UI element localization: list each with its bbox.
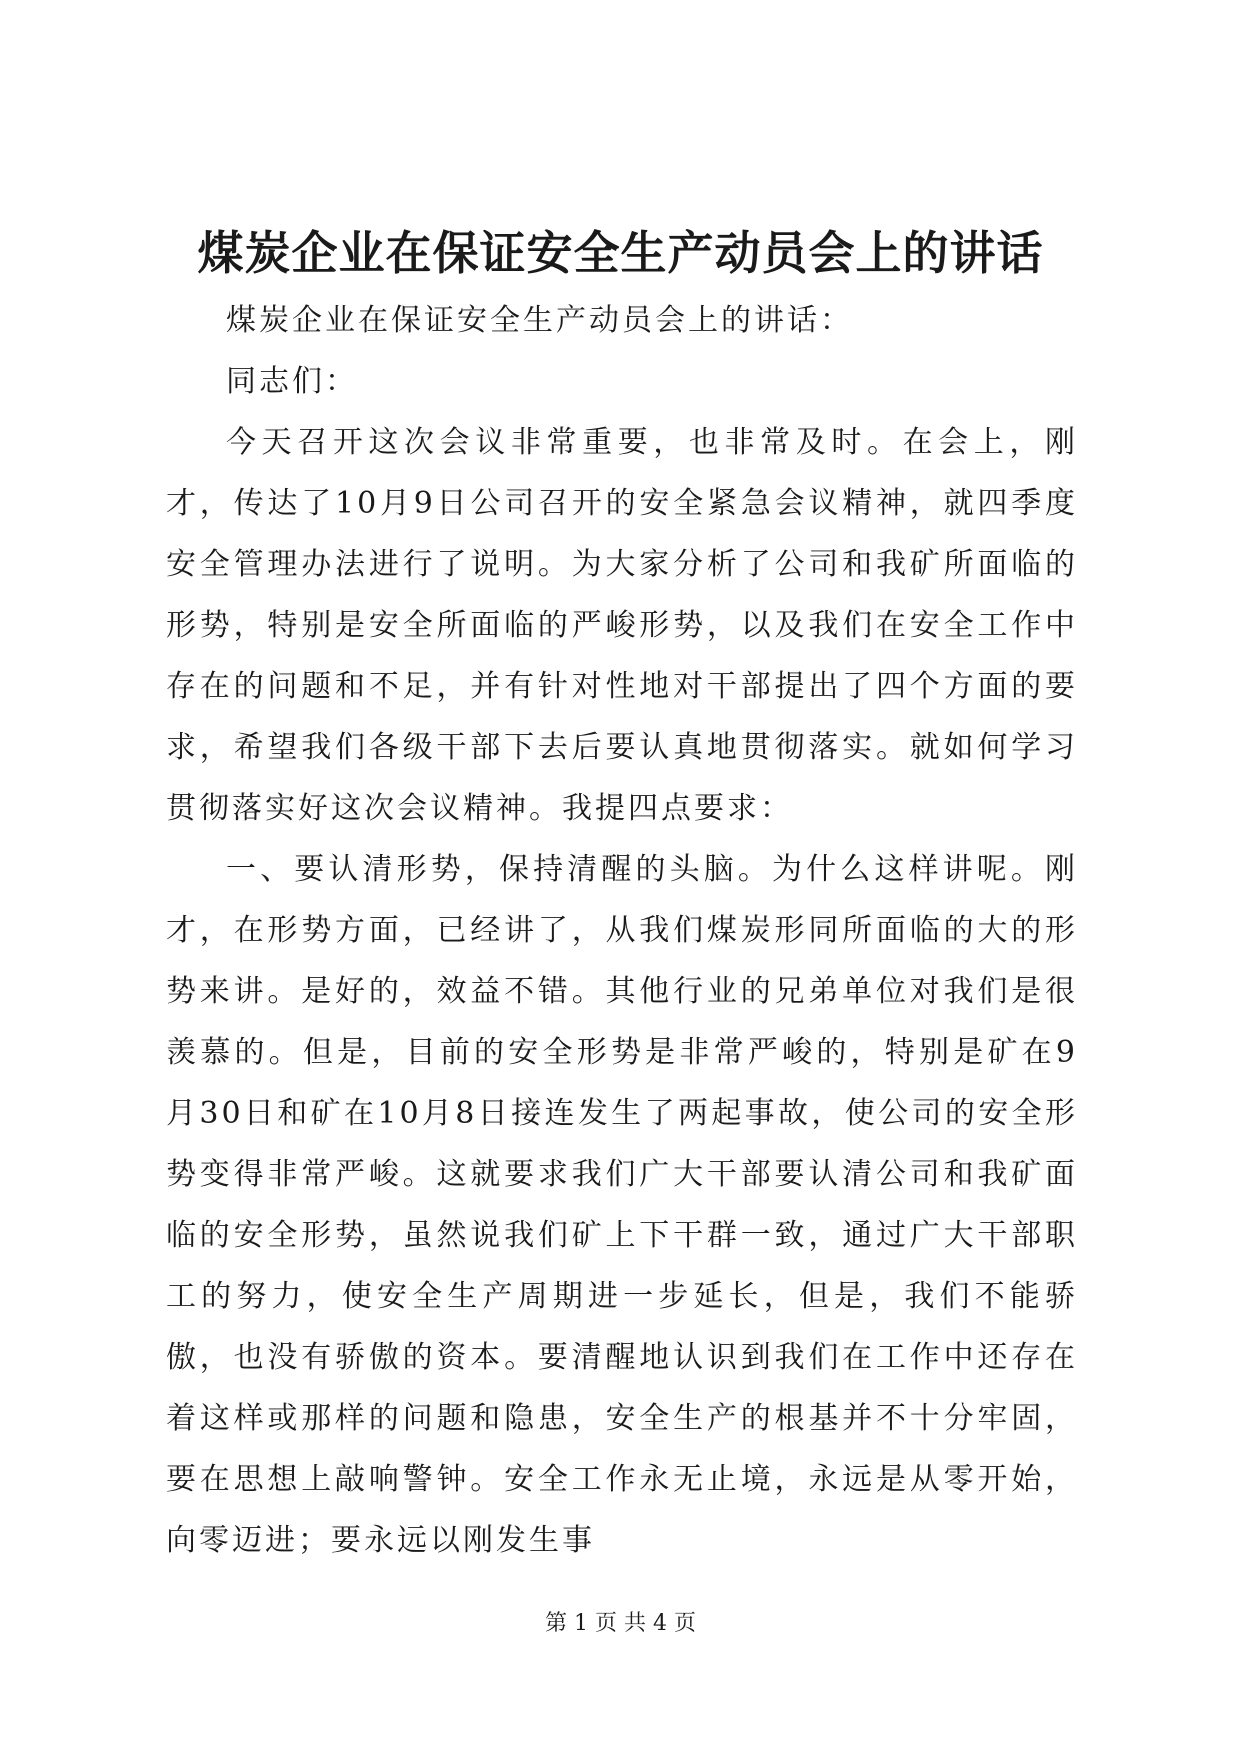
document-body xyxy=(166,290,1078,1571)
page-footer: 第 1 页 共 4 页 xyxy=(545,1611,696,1636)
paragraph-salutation: 同志们： xyxy=(226,364,358,399)
paragraph-intro: 今天召开这次会议非常重要，也非常及时。在会上，刚才，传达了10月9日公司召开的安全紧急会议精神，就四季度安全管理办法进行了说明。为大家分析了公司和我矿所面临的形势，特别是安全所面临的严峻形势，以及我们在安全工作中存在的问题和不足，并有针对性地对干部提出了四个方面的要求，希望我们各级干部下去后要认真地贯彻落实。就如何学习贯彻落实好这次会议精神。我提四点要求： xyxy=(166,425,1078,826)
document-title: 煤炭企业在保证安全生产动员会上的讲话 xyxy=(197,226,1044,280)
paragraph-point-one: 一、要认清形势，保持清醒的头脑。为什么这样讲呢。刚才，在形势方面，已经讲了，从我们煤炭形同所面临的大的形势来讲。是好的，效益不错。其他行业的兄弟单位对我们是很羡慕的。但是，目前的安全形势是非常严峻的，特别是矿在9月30日和矿在10月8日接连发生了两起事故，使公司的安全形势变得非常严峻。这就要求我们广大干部要认清公司和我矿面临的安全形势，虽然说我们矿上下干群一致，通过广大干部职工的努力，使安全生产周期进一步延长，但是，我们不能骄傲，也没有骄傲的资本。要清醒地认识到我们在工作中还存在着这样或那样的问题和隐患，安全生产的根基并不十分牢固，要在思想上敲响警钟。安全工作永无止境，永远是从零开始，向零迈进；要永远以刚发生事 xyxy=(166,852,1078,1558)
paragraph-heading-line: 煤炭企业在保证安全生产动员会上的讲话： xyxy=(226,303,853,338)
